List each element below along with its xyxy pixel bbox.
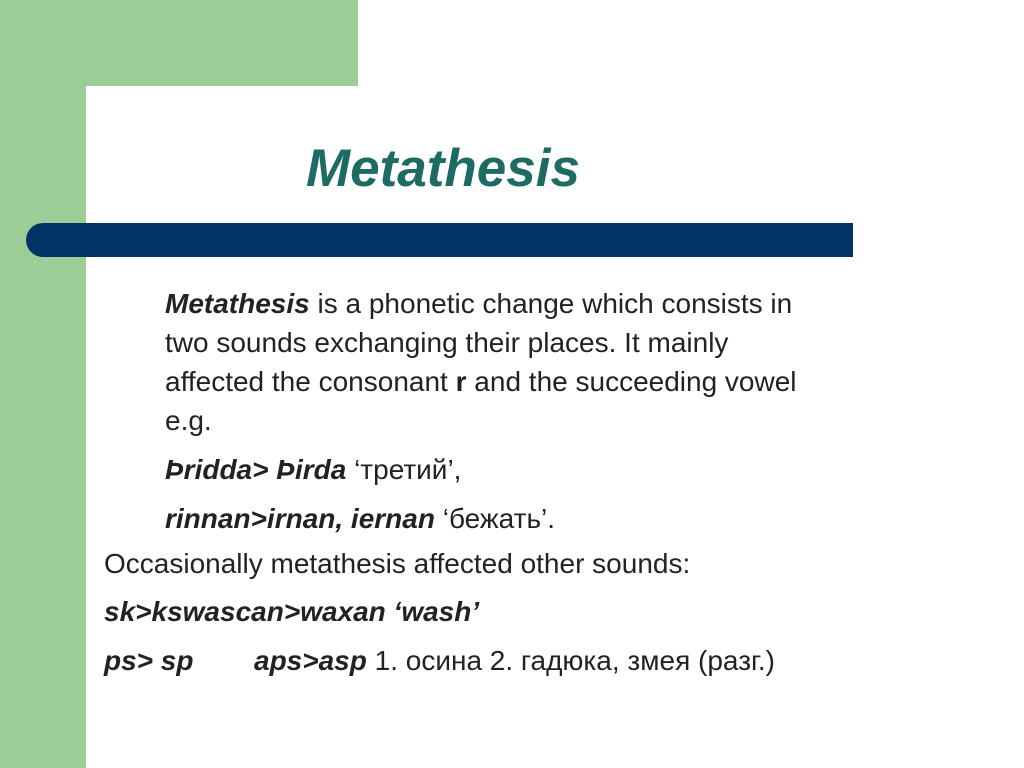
- example-thirda-gloss: ‘третий’,: [346, 454, 462, 485]
- metathesis-term: Metathesis: [165, 288, 310, 319]
- paragraph-line-4: e.g.: [165, 405, 212, 436]
- aps-example: aps>asp: [254, 645, 367, 676]
- slide-title: Metathesis: [306, 139, 580, 198]
- sk-ks-line: [104, 592, 479, 631]
- example-thirda-term: Þridda> Þirda: [165, 454, 347, 485]
- sk-ks-rule: sk>ks: [104, 596, 183, 627]
- green-side-band: [0, 0, 86, 768]
- title-underline-bar: [26, 223, 853, 257]
- wascan-example: wascan>waxan ‘wash’: [182, 596, 480, 627]
- occasionally-line: Occasionally metathesis affected other sounds:: [104, 548, 691, 579]
- paragraph-line-2: two sounds exchanging their places. It mainly: [165, 327, 729, 358]
- green-top-band: [0, 0, 358, 86]
- consonant-r: r: [455, 366, 467, 397]
- paragraph-line-1: [165, 284, 792, 323]
- line3-text-a: affected the consonant: [165, 366, 456, 397]
- example-rinnan-gloss: ‘бежать’.: [434, 503, 556, 534]
- definition-text: is a phonetic change which consists in: [309, 288, 793, 319]
- example-rinnan: [165, 499, 555, 538]
- ps-sp-line: [104, 641, 775, 680]
- line3-text-b: and the succeeding vowel: [466, 366, 797, 397]
- ps-sp-rule: ps> sp: [104, 645, 194, 676]
- aps-gloss: 1. осина 2. гадюка, змея (разг.): [366, 645, 775, 676]
- example-rinnan-term: rinnan>irnan, iernan: [165, 503, 435, 534]
- paragraph-line-3: [165, 362, 797, 401]
- example-thirda: [165, 450, 461, 489]
- rounded-corner: [86, 86, 166, 166]
